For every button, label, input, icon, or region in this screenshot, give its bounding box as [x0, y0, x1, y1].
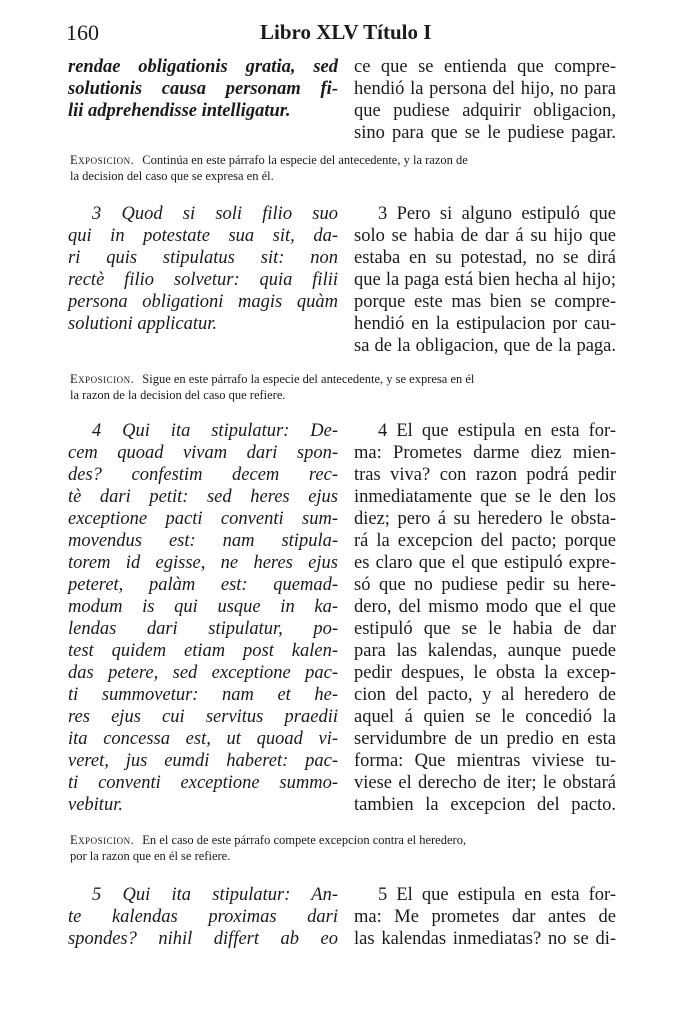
- page-number: 160: [66, 20, 99, 45]
- spanish-line: 5 El que estipula en esta for-: [378, 885, 616, 905]
- spanish-line: pedir despues, le obsta la excep-: [354, 663, 616, 683]
- latin-column-4: [68, 884, 338, 950]
- spanish-line: viese el derecho de iter; le obstará: [354, 773, 616, 793]
- exposicion-note-1: [70, 152, 618, 184]
- spanish-column-4: [354, 884, 616, 950]
- latin-line: solutionis causa personam fi-: [68, 79, 338, 99]
- latin-line: peteret, palàm est: quemad-: [68, 575, 338, 595]
- spanish-line: las kalendas inmediatas? no se di-: [354, 929, 616, 949]
- spanish-line: sino para que se le pudiese pagar.: [354, 123, 616, 143]
- latin-line: 4 Qui ita stipulatur: De-: [92, 421, 338, 441]
- spanish-line: ma: Prometes darme diez mien-: [354, 443, 616, 463]
- latin-line: cem quoad vivam dari spon-: [68, 443, 338, 463]
- spanish-line: 4 El que estipula en esta for-: [378, 421, 616, 441]
- exposicion-note-2: [70, 371, 618, 403]
- exposicion-label: Exposicion.: [70, 153, 135, 167]
- latin-column-3: [68, 420, 338, 816]
- latin-line: ti conventi exceptione summo-: [68, 773, 338, 793]
- latin-line: qui in potestate sua sit, da-: [68, 226, 338, 246]
- latin-line: persona obligationi magis quàm: [68, 292, 338, 312]
- latin-line: solutioni applicatur.: [68, 314, 218, 334]
- latin-line: test quidem etiam post kalen-: [68, 641, 338, 661]
- spanish-line: cion del pacto, y al heredero de: [354, 685, 616, 705]
- exposicion-text: En el caso de este párrafo compete excepcion contra el heredero,: [142, 833, 467, 847]
- latin-line: movendus est: nam stipula-: [68, 531, 338, 551]
- spanish-line: dero, del mismo modo que el que: [354, 597, 616, 617]
- latin-line: spondes? nihil differt ab eo: [68, 929, 338, 949]
- latin-line: exceptione pacti conventi sum-: [68, 509, 338, 529]
- spanish-line: inmediatamente que se le den los: [354, 487, 616, 507]
- latin-line: 5 Qui ita stipulatur: An-: [92, 885, 338, 905]
- latin-line: rectè filio solvetur: quia filii: [68, 270, 338, 290]
- running-title: Libro XLV Título I: [260, 20, 432, 44]
- spanish-line: que pudiese adquirir obligacion,: [354, 101, 616, 121]
- exposicion-note-3: [70, 832, 618, 864]
- latin-line: ti summovetur: nam et he-: [68, 685, 338, 705]
- latin-line: torem id egisse, ne heres ejus: [68, 553, 338, 573]
- spanish-line: rá la excepcion del pacto; porque: [354, 531, 616, 551]
- latin-line: te kalendas proximas dari: [68, 907, 338, 927]
- latin-line: tè dari petit: sed heres ejus: [68, 487, 338, 507]
- spanish-column-3: [354, 420, 616, 816]
- spanish-line: diez; pero á su heredero le obsta-: [354, 509, 616, 529]
- spanish-line: 3 Pero si alguno estipuló que: [378, 204, 616, 224]
- latin-column-1: [68, 56, 338, 122]
- latin-line: vebitur.: [68, 795, 123, 815]
- spanish-line: tras viva? con razon podrá pedir: [354, 465, 616, 485]
- latin-line: res ejus cui servitus praedii: [68, 707, 338, 727]
- spanish-line: solo se habia de dar á su hijo que: [354, 226, 616, 246]
- latin-line: modum is qui usque in ka-: [68, 597, 338, 617]
- latin-line: lii adprehendisse intelligatur.: [68, 101, 291, 121]
- latin-column-2: [68, 203, 338, 335]
- exposicion-text: por la razon que en él se refiere.: [70, 849, 231, 863]
- spanish-line: ce que se entienda que compre-: [354, 57, 616, 77]
- spanish-line: estipuló que se le habia de dar: [354, 619, 616, 639]
- spanish-line: sa de la obligacion, que de la paga.: [354, 336, 616, 356]
- spanish-line: para las kalendas, aunque puede: [354, 641, 616, 661]
- spanish-line: servidumbre de un predio en esta: [354, 729, 616, 749]
- exposicion-text: Sigue en este párrafo la especie del antecedente, y se expresa en él: [142, 372, 475, 386]
- latin-line: des? confestim decem rec-: [68, 465, 338, 485]
- spanish-line: forma: Que mientras viviese tu-: [354, 751, 616, 771]
- exposicion-label: Exposicion.: [70, 372, 135, 386]
- exposicion-text: la razon de la decision del caso que refiere.: [70, 388, 286, 402]
- latin-line: das petere, sed exceptione pac-: [68, 663, 338, 683]
- spanish-line: hendió la persona del hijo, no para: [354, 79, 616, 99]
- page-header: [66, 20, 616, 52]
- latin-line: lendas dari stipulatur, po-: [68, 619, 338, 639]
- latin-line: ri quis stipulatus sit: non: [68, 248, 338, 268]
- latin-line: ita concessa est, ut quoad vi-: [68, 729, 338, 749]
- spanish-column-2: [354, 203, 616, 357]
- spanish-line: estaba en su potestad, no se dirá: [354, 248, 616, 268]
- exposicion-text: la decision del caso que se expresa en él.: [70, 169, 274, 183]
- spanish-line: tambien la excepcion del pacto.: [354, 795, 616, 815]
- spanish-line: aquel á quien se le concedió la: [354, 707, 616, 727]
- latin-line: rendae obligationis gratia, sed: [68, 57, 338, 77]
- spanish-line: que la paga está bien hecha al hijo;: [354, 270, 616, 290]
- spanish-line: hendió en la estipulacion por cau-: [354, 314, 616, 334]
- latin-line: 3 Quod si soli filio suo: [92, 204, 338, 224]
- exposicion-text: Continúa en este párrafo la especie del antecedente, y la razon de: [142, 153, 468, 167]
- latin-line: veret, jus eumdi haberet: pac-: [68, 751, 338, 771]
- spanish-line: ma: Me prometes dar antes de: [354, 907, 616, 927]
- spanish-line: porque este mas bien se compre-: [354, 292, 616, 312]
- exposicion-label: Exposicion.: [70, 833, 135, 847]
- spanish-column-1: [354, 56, 616, 144]
- spanish-line: es claro que el que estipuló expre-: [354, 553, 616, 573]
- spanish-line: só que no pudiese pedir su here-: [354, 575, 616, 595]
